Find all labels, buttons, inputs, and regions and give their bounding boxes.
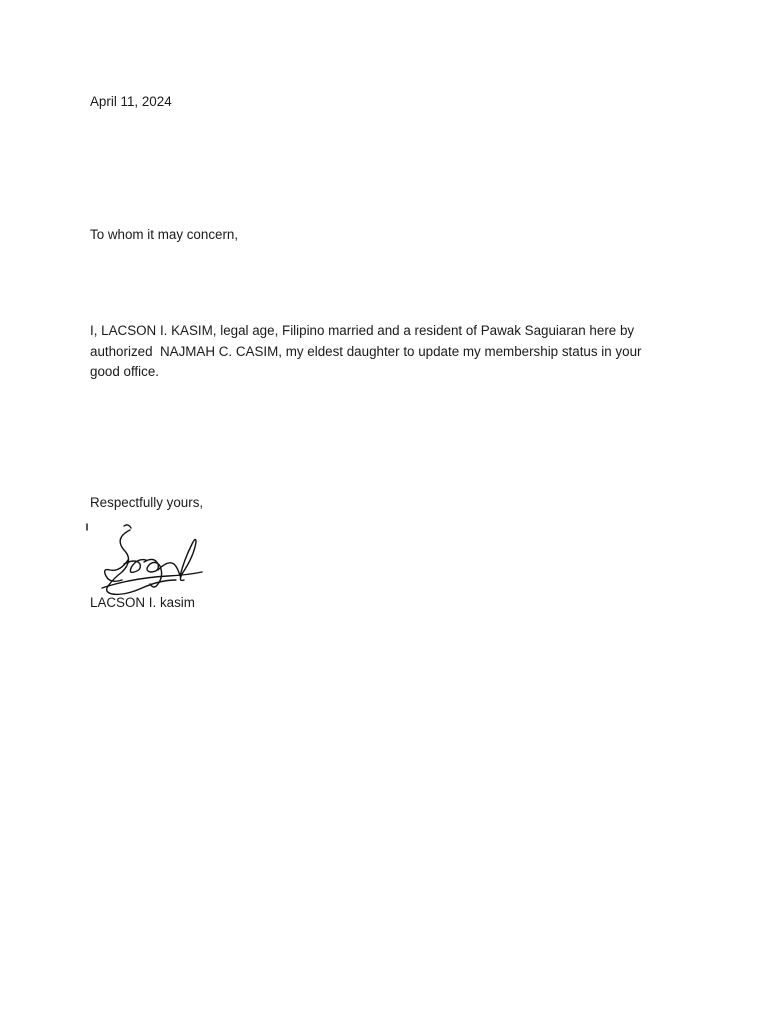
letter-body-line: authorized NAJMAH C. CASIM, my eldest daughter to update my membership status in your	[90, 343, 642, 359]
handwritten-signature	[84, 520, 212, 598]
letter-date: April 11, 2024	[90, 94, 172, 109]
letter-salutation: To whom it may concern,	[90, 227, 239, 242]
letter-body	[90, 321, 680, 383]
signer-name: LACSON I. kasim	[90, 595, 195, 610]
letter-closing: Respectfully yours,	[90, 495, 204, 510]
letter-body-line: good office.	[90, 364, 159, 379]
letter-body-line: I, LACSON I. KASIM, legal age, Filipino married and a resident of Pawak Saguiaran here by	[90, 323, 635, 338]
